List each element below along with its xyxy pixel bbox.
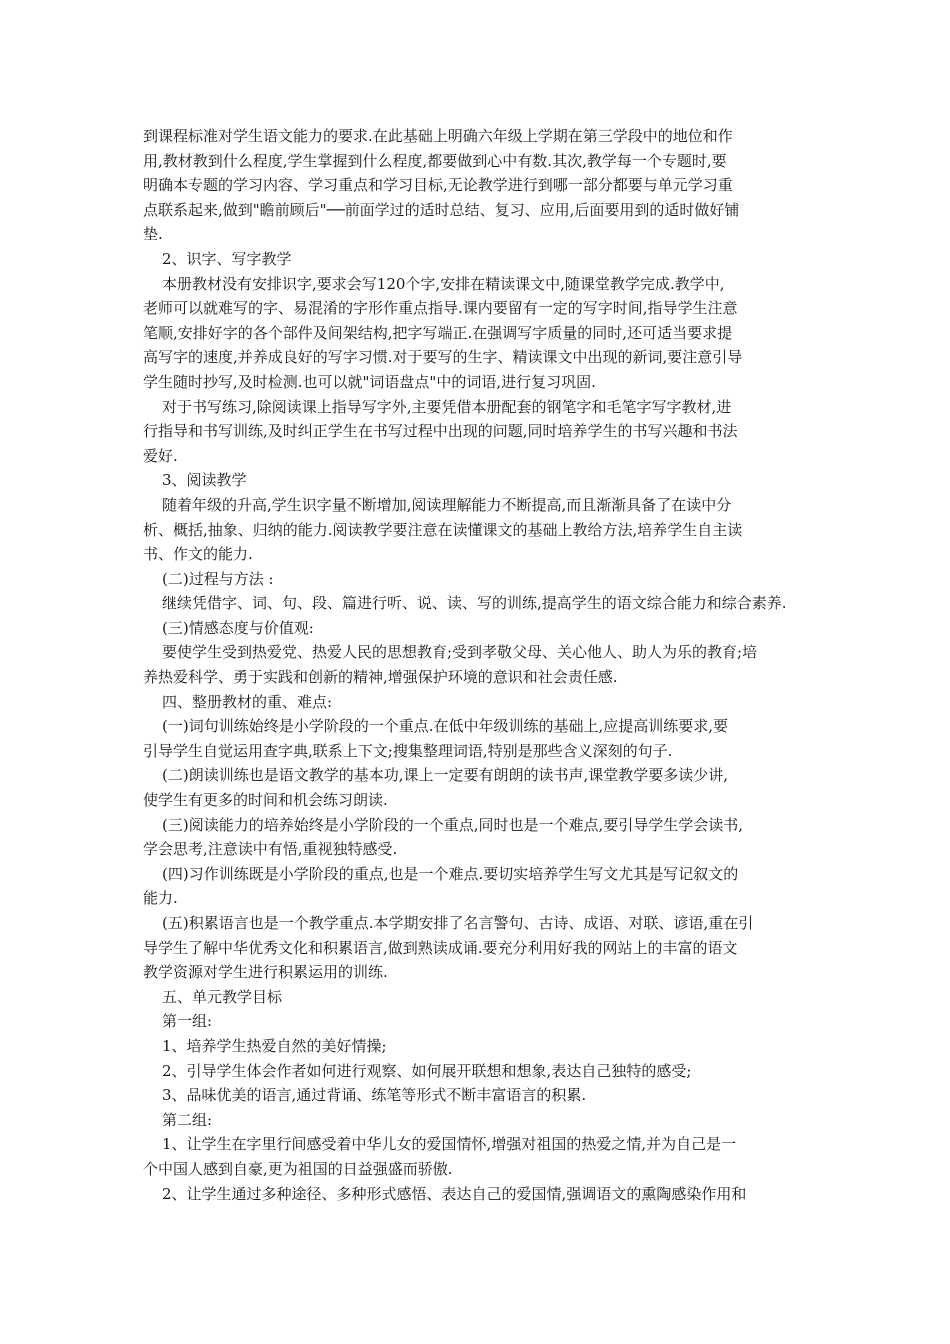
text-line: 学生随时抄写,及时检测.也可以就"词语盘点"中的词语,进行复习巩固. xyxy=(143,372,596,391)
text-line: 1、培养学生热爱自然的美好情操; xyxy=(162,1036,387,1055)
text-line: (五)积累语言也是一个教学重点.本学期安排了名言警句、古诗、成语、对联、谚语,重在引 xyxy=(162,914,754,932)
text-line: 使学生有更多的时间和机会练习朗读. xyxy=(143,791,388,810)
document-body xyxy=(143,124,815,1206)
text-line: 高写字的速度,并养成良好的写字习惯.对于要写的生字、精读课文中出现的新词,要注意引导 xyxy=(143,348,743,367)
text-line: 析、概括,抽象、归纳的能力.阅读教学要注意在读懂课文的基础上教给方法,培养学生自主读 xyxy=(143,520,743,539)
text-line: 导学生了解中华优秀文化和积累语言,做到熟读成诵.要充分利用好我的网站上的丰富的语文 xyxy=(143,938,738,957)
text-line: 个中国人感到自豪,更为祖国的日益强盛而骄傲. xyxy=(143,1159,453,1178)
text-line: 笔顺,安排好字的各个部件及间架结构,把字写端正.在强调写字质量的同时,还可适当要求提 xyxy=(143,323,733,342)
text-line: 继续凭借字、词、句、段、篇进行听、说、读、写的训练,提高学生的语文综合能力和综合素养. xyxy=(162,594,787,613)
text-line: 行指导和书写训练,及时纠正学生在书写过程中出现的问题,同时培养学生的书写兴趣和书法 xyxy=(143,422,738,441)
text-line: 明确本专题的学习内容、学习重点和学习目标,无论教学进行到哪一部分都要与单元学习重 xyxy=(143,176,733,195)
text-line: 用,教材教到什么程度,学生掌握到什么程度,都要做到心中有数.其次,教学每一个专题时,要 xyxy=(143,151,727,170)
text-line: (二)朗读训练也是语文教学的基本功,课上一定要有朗朗的读书声,课堂教学要多读少讲, xyxy=(162,766,729,785)
text-line: (一)词句训练始终是小学阶段的一个重点.在低中年级训练的基础上,应提高训练要求,要 xyxy=(162,717,729,736)
text-line: 引导学生自觉运用查字典,联系上下文;搜集整理词语,特别是那些含义深刻的句子. xyxy=(143,741,673,760)
text-line: 点联系起来,做到"瞻前顾后"──前面学过的适时总结、复习、应用,后面要用到的适时做好铺 xyxy=(143,200,740,219)
text-line: 到课程标准对学生语文能力的要求.在此基础上明确六年级上学期在第三学段中的地位和作 xyxy=(143,127,733,145)
text-line: (三)情感态度与价值观: xyxy=(162,618,314,637)
text-line: 垫. xyxy=(143,225,163,244)
text-line: 3、阅读教学 xyxy=(162,471,247,490)
text-line: 对于书写练习,除阅读课上指导写字外,主要凭借本册配套的钢笔字和毛笔字写字教材,进 xyxy=(162,397,732,416)
text-line: 3、品味优美的语言,通过背诵、练笔等形式不断丰富语言的积累. xyxy=(162,1086,587,1105)
text-line: 书、作文的能力. xyxy=(143,545,253,564)
text-line: (二)过程与方法 : xyxy=(162,569,274,588)
text-line: 本册教材没有安排识字,要求会写120个字,安排在精读课文中,随课堂教学完成.教学中, xyxy=(162,274,725,293)
text-line: 第一组: xyxy=(162,1012,213,1031)
text-line: 老师可以就难写的字、易混淆的字形作重点指导.课内要留有一定的写字时间,指导学生注意 xyxy=(143,299,738,318)
text-line: 爱好. xyxy=(143,446,178,465)
text-line: 2、引导学生体会作者如何进行观察、如何展开联想和想象,表达自己独特的感受; xyxy=(162,1061,692,1080)
text-line: 1、让学生在字里行间感受着中华儿女的爱国情怀,增强对祖国的热爱之情,并为自己是一 xyxy=(162,1135,737,1154)
text-line: 教学资源对学生进行积累运用的训练. xyxy=(143,963,388,982)
text-line: 2、识字、写字教学 xyxy=(162,249,292,268)
text-line: 养热爱科学、勇于实践和创新的精神,增强保护环境的意识和社会责任感. xyxy=(143,668,618,687)
text-line: (四)习作训练既是小学阶段的重点,也是一个难点.要切实培养学生写文尤其是写记叙文的 xyxy=(162,864,739,883)
text-line: 第二组: xyxy=(162,1110,213,1129)
text-line: 随着年级的升高,学生识字量不断增加,阅读理解能力不断提高,而且渐渐具备了在读中分 xyxy=(162,495,732,514)
text-line: 五、单元教学目标 xyxy=(162,987,283,1006)
text-line: 四、整册教材的重、难点: xyxy=(162,692,333,711)
text-line: 学会思考,注意读中有悟,重视独特感受. xyxy=(143,840,398,859)
text-line: 能力. xyxy=(143,889,178,908)
text-line: 2、让学生通过多种途径、多种形式感悟、表达自己的爱国情,强调语文的熏陶感染作用和 xyxy=(162,1184,747,1203)
text-line: 要使学生受到热爱党、热爱人民的思想教育;受到孝敬父母、关心他人、助人为乐的教育;培 xyxy=(162,643,758,662)
text-line: (三)阅读能力的培养始终是小学阶段的一个重点,同时也是一个难点,要引导学生学会读书, xyxy=(162,815,744,834)
